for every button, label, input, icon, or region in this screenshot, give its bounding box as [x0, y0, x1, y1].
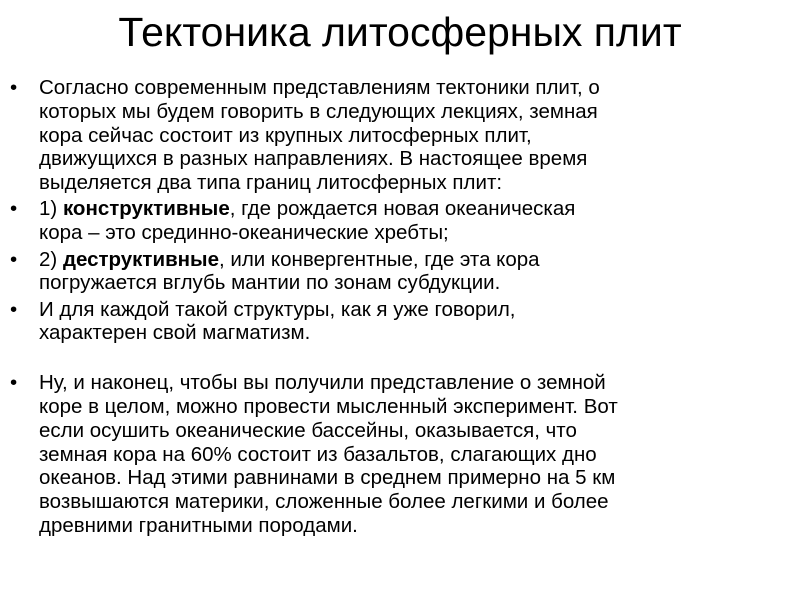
text-line [39, 197, 800, 221]
bullet-icon: • [10, 371, 18, 395]
text-line: коре в целом, можно провести мысленный эксперимент. Вот [39, 395, 618, 419]
bullet-magmatism [0, 298, 800, 346]
text-line: кора – это срединно-океанические хребты; [39, 221, 449, 245]
text-line: которых мы будем говорить в следующих лекциях, земная [39, 99, 598, 123]
term-constructive: конструктивные [62, 197, 230, 221]
text-line: возвышаются материки, сложенные более легкими и более [39, 490, 609, 514]
bullet-icon: • [10, 197, 18, 221]
text-line: земная кора на 60% состоит из базальтов, слагающих дно [39, 442, 597, 466]
list-number: 2) [39, 247, 63, 271]
bullet-icon: • [10, 297, 18, 321]
text-line: Ну, и наконец, чтобы вы получили представление о земной [39, 371, 606, 395]
term-description: , где рождается новая океаническая [229, 197, 576, 221]
bullet-constructive-boundaries [0, 197, 800, 245]
text-line: И для каждой такой структуры, как я уже говорил, [39, 297, 516, 321]
term-destructive: деструктивные [62, 247, 219, 271]
text-line: выделяется два типа границ литосферных плит: [39, 171, 503, 195]
bullet-icon: • [10, 247, 18, 271]
text-line: характерен свой магматизм. [39, 321, 311, 345]
term-description: , или конвергентные, где эта кора [218, 247, 540, 271]
slide-title: Тектоника литосферных плит [118, 9, 682, 55]
bullet-destructive-boundaries [0, 248, 800, 296]
text-line: Согласно современным представлениям тектоники плит, о [39, 76, 600, 99]
text-line [39, 248, 800, 272]
text-line: океанов. Над этими равнинами в среднем примерно на 5 км [39, 466, 616, 490]
list-number: 1) [39, 197, 63, 221]
bullet-icon: • [10, 76, 18, 99]
bullet-list [0, 76, 800, 540]
bullet-thought-experiment [0, 371, 800, 538]
text-line: погружается вглубь мантии по зонам субдукции. [39, 271, 501, 295]
text-line: кора сейчас состоит из крупных литосферных плит, [39, 123, 532, 147]
text-line: движущихся в разных направлениях. В настоящее время [39, 147, 588, 171]
text-line: древними гранитными породами. [39, 514, 358, 538]
bullet-paragraph-intro [0, 76, 800, 195]
text-line: если осушить океанические бассейны, оказывается, что [39, 418, 577, 442]
